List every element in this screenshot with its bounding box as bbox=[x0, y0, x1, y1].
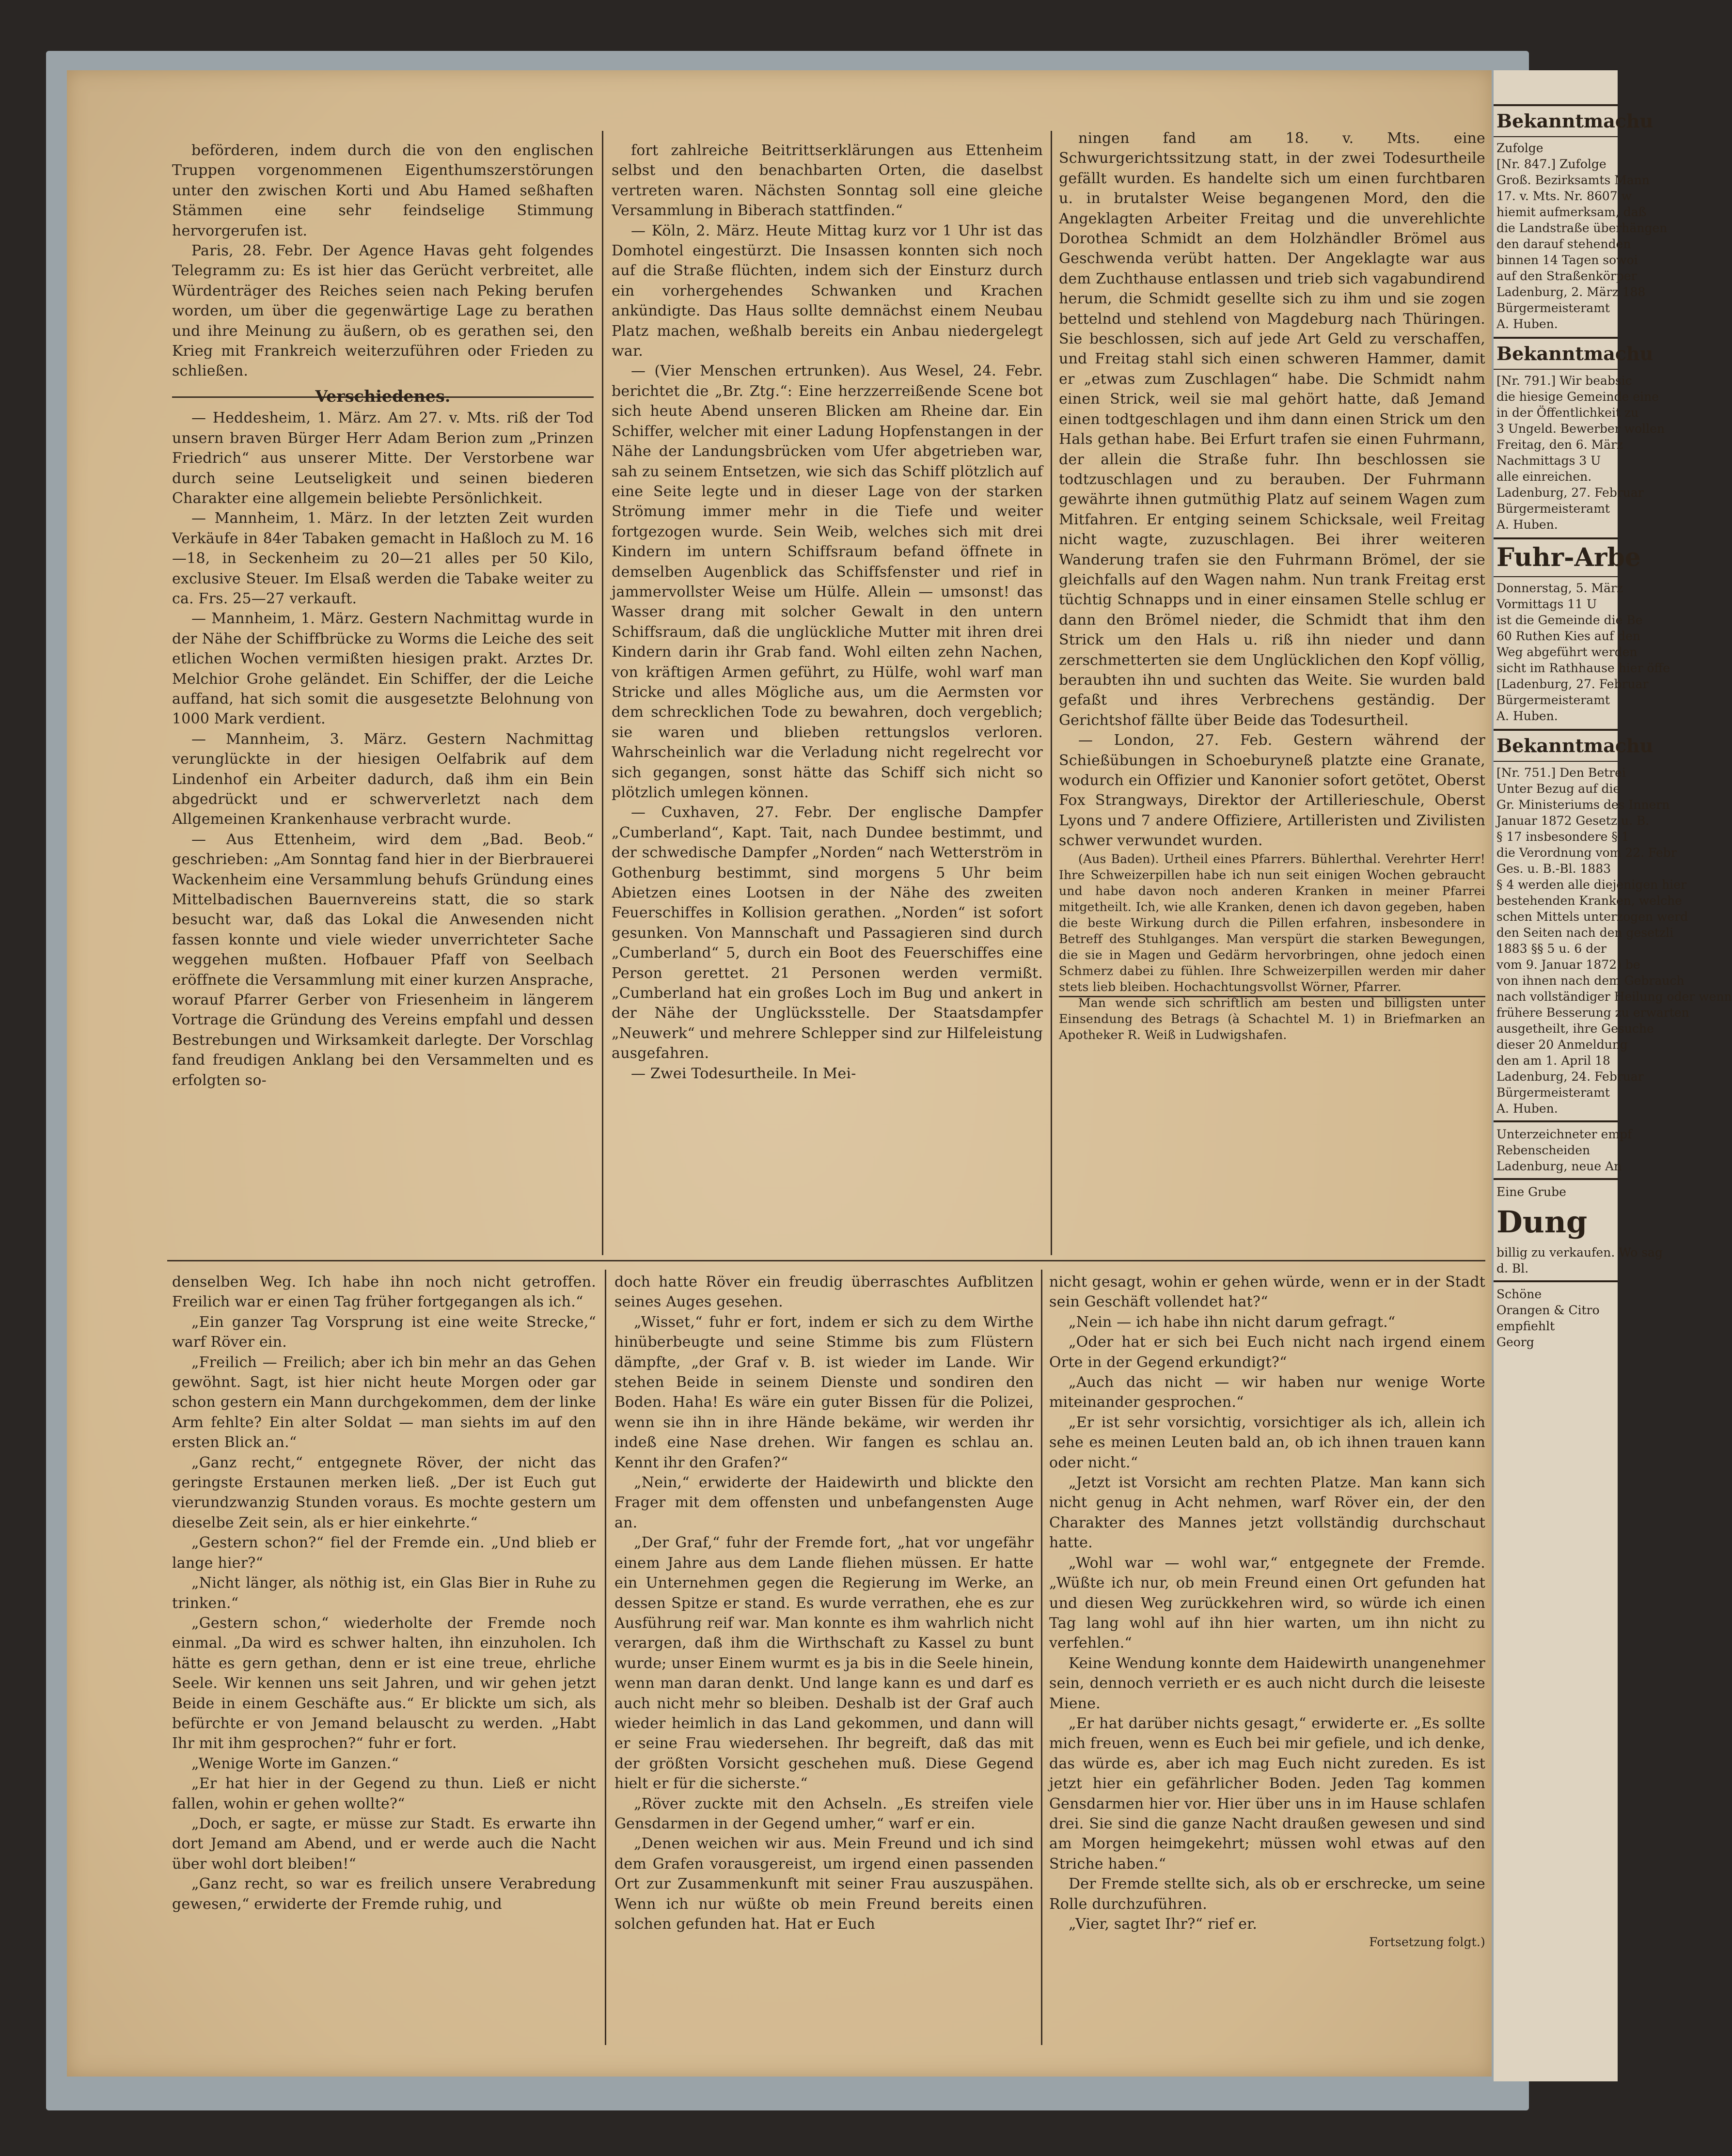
article-paragraph: „Der Graf,“ fuhr der Fremde fort, „hat vor ungefähr einem Jahre aus dem Lande fliehen müssen. Er hatte ein Unternehmen gegen die Regierung im Werke, an dessen Spitze er stand. Es wurde verrathen, ehe es zur Ausführung reif war. Man konnte es ihm wahrlich nicht verargen, daß ihm die Wirthschaft zu Kassel zu bunt wurde; unser Einem wurmt es ja bis in die Seele hinein, wenn man daran denkt. Und lange kann es und darf es auch nicht mehr so bleiben. Deshalb ist der Graf auch wieder heimlich in das Land gekommen, und dann will er seine Frau wiedersehen. Ihr begreift, daß das mit der größten Vorsicht geschehen muß. Diese Gegend hielt er für die sicherste.“ bbox=[614, 1534, 1034, 1793]
ad-line: Weg abgeführt werden bbox=[1496, 645, 1638, 659]
ad-line: Donnerstag, 5. März bbox=[1496, 581, 1623, 595]
article-paragraph: „Ein ganzer Tag Vorsprung ist eine weite Strecke,“ warf Röver ein. bbox=[172, 1313, 596, 1351]
ad-line: die hiesige Gemeinde eine bbox=[1496, 390, 1659, 404]
article-paragraph: „Vier, sagtet Ihr?“ rief er. bbox=[1069, 1916, 1258, 1933]
article-paragraph: „Wenige Worte im Ganzen.“ bbox=[191, 1755, 399, 1772]
article-paragraph: — London, 27. Feb. Gestern während der Schießübungen in Schoeburyneß platzte eine Granate, wodurch ein Offizier und Kanonier sofort getötet, Oberst Fox Strangways, Direktor der Artillerieschule, Oberst Lyons und 7 andere Offiziere, Artilleristen und Zivilisten schwer verwundet wurden. bbox=[1059, 732, 1485, 850]
article-paragraph: „Jetzt ist Vorsicht am rechten Platze. Man kann sich nicht genug in Acht nehmen, warf Röver ein, der den Charakter des Mannes jetzt vollständig durchschaut hatte. bbox=[1049, 1474, 1485, 1552]
page-divider bbox=[167, 1260, 1485, 1261]
article-paragraph: — Köln, 2. März. Heute Mittag kurz vor 1 Uhr ist das Domhotel eingestürzt. Die Insassen konnten sich noch auf die Straße flüchten, indem sich der Einsturz durch ein vorhergehendes Schwanken und Krachen ankündigte. Das Haus sollte demnächst einem Neubau Platz machen, weßhalb bereits ein Anbau niedergelegt war. bbox=[612, 222, 1043, 360]
column-rule-3 bbox=[605, 1270, 606, 2045]
ad-line: vom 9. Januar 1872) be bbox=[1496, 958, 1640, 972]
ad-line: den darauf stehenden bbox=[1496, 237, 1631, 251]
column-rule-4 bbox=[1041, 1270, 1042, 2045]
ad-line: den Seiten nach den gesetzli bbox=[1496, 926, 1674, 940]
article-paragraph: „Ganz recht, so war es freilich unsere Verabredung gewesen,“ erwiderte der Fremde ruhig, und bbox=[172, 1875, 596, 1913]
ad-line: die Landstraße überhängen bbox=[1496, 221, 1668, 235]
article-paragraph: „Gestern schon,“ wiederholte der Fremde noch einmal. „Da wird es schwer halten, ihn einzuholen. Ich hätte es gern gethan, denn er ist eine treue, ehrliche Seele. Wir kennen uns seit Jahren, und wir gehen jetzt Beide in einem Geschäfte aus.“ Er blickte um sich, als befürchte er von Jemand belauscht zu werden. „Habt Ihr mit ihm gesprochen?“ fuhr er fort. bbox=[172, 1614, 596, 1752]
ad-line: empfiehlt bbox=[1496, 1319, 1555, 1333]
article-paragraph: — Mannheim, 1. März. In der letzten Zeit wurden Verkäufe in 84er Tabaken gemacht in Haßloch zu M. 16—18, in Seckenheim zu 20—21 alles per 50 Kilo, exclusive Steuer. Im Elsaß werden die Tabake weiter zu ca. Frs. 25—27 verkauft. bbox=[172, 510, 594, 607]
ad-line: [Nr. 791.] Wir beabsic bbox=[1496, 374, 1632, 388]
article-paragraph: — Heddesheim, 1. März. Am 27. v. Mts. riß der Tod unsern braven Bürger Herr Adam Berion zum „Prinzen Friedrich“ aus unserer Mitte. Der Verstorbene war durch seine Leutseligkeit und seinen biederen Charakter eine allgemein beliebte Persönlichkeit. bbox=[172, 409, 594, 507]
ad-line: Freitag, den 6. März bbox=[1496, 438, 1623, 452]
ad-line: Zufolge bbox=[1496, 141, 1543, 155]
ad-line: nach vollständiger Heilung oder wenn bbox=[1496, 990, 1732, 1004]
ad-line: Ladenburg, 27. Februar bbox=[1496, 486, 1644, 500]
ad-line: § 17 insbesondere § 1 bbox=[1496, 830, 1629, 844]
article-paragraph: Der Fremde stellte sich, als ob er erschrecke, um seine Rolle durchzuführen. bbox=[1049, 1875, 1485, 1913]
ad-line: [Ladenburg, 27. Februar bbox=[1496, 677, 1649, 691]
ad-line: die Verordnung vom 22. Febr bbox=[1496, 846, 1677, 860]
ad-line: Georg bbox=[1496, 1335, 1534, 1349]
ad-line: Unterzeichneter empf bbox=[1496, 1127, 1632, 1141]
advertisement-text: Man wende sich schriftlich am besten und billigsten unter Einsendung des Betrags (à Schachtel M. 1) in Briefmarken an Apotheker R. Weiß in Ludwigshafen. bbox=[1059, 995, 1485, 1042]
article-paragraph: denselben Weg. Ich habe ihn noch nicht getroffen. Freilich war er einen Tag früher fortgegangen als ich.“ bbox=[172, 1274, 596, 1311]
article-paragraph: — Aus Ettenheim, wird dem „Bad. Beob.“ geschrieben: „Am Sonntag fand hier in der Bierbrauerei Wackenheim eine Versammlung behufs Gründung eines Mittelbadischen Bauernvereins statt, die so stark besucht war, daß das Lokal die Anwesenden nicht fassen konnte und viele wieder unverrichteter Sache weggehen mußten. Hofbauer Pfaff von Seelbach eröffnete die Versammlung mit einer kurzen Ansprache, worauf Pfarrer Gerber von Friesenheim in längerem Vortrage die Gründung des Vereins empfahl und dessen Bestrebungen und Wirksamkeit darlegte. Der Vorschlag fand freudigen Anklang bei den Versammelten und es erfolgten so- bbox=[172, 831, 594, 1089]
column-6 bbox=[1049, 1272, 1485, 2043]
ad-title: Bekanntmachu bbox=[1494, 729, 1618, 762]
ad-line: [Nr. 751.] Den Betrei bbox=[1496, 766, 1626, 780]
column-3 bbox=[1059, 128, 1485, 1255]
advertisement-text: (Aus Baden). Urtheil eines Pfarrers. Bühlerthal. Verehrter Herr! Ihre Schweizerpillen habe ich nun seit einigen Wochen gebraucht und habe davon noch anderen Kranken in meiner Pfarrei mitgetheilt. Ich, wie alle Kranken, denen ich davon gegeben, haben die beste Wirkung durch die Pillen erfahren, insbesondere in Betreff des Stuhlganges. Man verspürt die starken Bewegungen, die sie in Magen und Gedärm hervorbringen, ohne jedoch einen Schmerz dabei zu fühlen. Ihre Schweizerpillen werden mir daher stets lieb bleiben. Hochachtungsvollst Wörner, Pfarrer. bbox=[1059, 851, 1485, 994]
ad-line: bestehenden Kranken, welche bbox=[1496, 894, 1682, 908]
column-rule-1 bbox=[602, 131, 603, 1255]
ad-line: Gr. Ministeriums des Innern bbox=[1496, 798, 1670, 812]
ad-line: d. Bl. bbox=[1496, 1261, 1529, 1275]
ad-body bbox=[1494, 373, 1665, 533]
ad-line: ist die Gemeinde die Be bbox=[1496, 613, 1643, 627]
ad-line: Bürgermeisteramt bbox=[1496, 301, 1610, 315]
ad-line: Orangen & Citro bbox=[1496, 1303, 1600, 1317]
article-paragraph: „Freilich — Freilich; aber ich bin mehr an das Gehen gewöhnt. Sagt, ist hier nicht heute Morgen oder gar schon gestern ein Mann durchgekommen, dem der linke Arm fehlte? Ein alter Soldat — man siehts im auf den ersten Blick an.“ bbox=[172, 1353, 596, 1451]
ad-line: Ladenburg, 24. Februar bbox=[1496, 1070, 1644, 1084]
article-paragraph: ningen fand am 18. v. Mts. eine Schwurgerichtssitzung statt, in der zwei Todesurtheile gefällt wurden. Es handelte sich um einen furchtbaren u. in brutalster Weise begangenen Mord, den die Angeklagten Arbeiter Freitag und die unverehlichte Dorothea Schmidt an dem Holzhändler Brömel aus Geschwenda verübt hatten. Der Angeklagte war aus dem Zuchthause entlassen und trieb sich vagabundirend herum, die Schmidt gesellte sich zu ihm und sie zogen bettelnd und stehlend von Magdeburg nach Thüringen. Sie beschlossen, sich auf jede Art Geld zu verschaffen, und Freitag stahl sich einen schweren Hammer, damit er „etwas zum Zuschlagen“ habe. Die Schmidt nahm einen Strick, weil sie mal gehört hatte, daß Jemand einen todtgeschlagen und ihm dann einen Strick um den Hals gethan habe. Bei Erfurt trafen sie einen Fuhrmann, der allein die Straße fuhr. Ihn beschlossen sie todtzuschlagen und zu berauben. Der Fuhrmann gewährte ihnen gutmüthig Platz auf seinem Wagen zum Mitfahren. Er entging seinem Schicksale, weil Freitag nicht wagte, zuzuschlagen. Bei ihrer weiteren Wanderung trafen sie den Fuhrmann Brömel, der sie gleichfalls auf den Wagen nahm. Nun trank Freitag erst tüchtig Schnapps und in einer einsamen Stelle schlug er dann den Brömel nieder, die Schmidt that ihm den Strick um den Hals u. riß ihn nieder und dann zerschmetterten sie dem Unglücklichen den Kopf völlig, beraubten ihn und suchten das Weite. Sie wurden bald gefaßt und ihres Verbrechens geständig. Der Gerichtshof fällte über Beide das Todesurtheil. bbox=[1059, 130, 1485, 729]
article-paragraph: „Auch das nicht — wir haben nur wenige Worte miteinander gesprochen.“ bbox=[1049, 1374, 1485, 1411]
adjacent-page-ads bbox=[1494, 70, 1732, 2081]
column-1 bbox=[172, 141, 594, 1255]
article-paragraph: „Oder hat er sich bei Euch nicht nach irgend einem Orte in der Gegend erkundigt?“ bbox=[1049, 1334, 1485, 1371]
article-paragraph: Keine Wendung konnte dem Haidewirth unangenehmer sein, dennoch verrieth er es auch nicht durch die leiseste Miene. bbox=[1049, 1654, 1485, 1712]
article-paragraph: „Nein,“ erwiderte der Haidewirth und blickte den Frager mit dem offensten und unbefangensten Auge an. bbox=[614, 1474, 1034, 1531]
ad-line: alle einreichen. bbox=[1496, 470, 1592, 484]
article-paragraph: „Ganz recht,“ entgegnete Röver, der nicht das geringste Erstaunen merken ließ. „Der ist Euch gut vierundzwanzig Stunden voraus. Es mochte gestern um dieselbe Zeit sein, als er hier einkehrte.“ bbox=[172, 1454, 596, 1531]
article-paragraph: „Gestern schon?“ fiel der Fremde ein. „Und blieb er lange hier?“ bbox=[172, 1534, 596, 1572]
ad-body bbox=[1494, 1244, 1663, 1276]
ad-body bbox=[1494, 1184, 1618, 1200]
section-heading: Verschiedenes. bbox=[315, 386, 451, 406]
ad-line: den am 1. April 18 bbox=[1496, 1054, 1610, 1068]
ad-line: Unter Bezug auf die bbox=[1496, 782, 1621, 796]
article-paragraph: — Mannheim, 1. März. Gestern Nachmittag wurde in der Nähe der Schiffbrücke zu Worms die Leiche des seit etlichen Wochen vermißten hiesigen prakt. Arztes Dr. Melchior Grohe geländet. Ein Schiffer, der die Leiche auffand, hat sich somit die ausgesetzte Belohnung von 1000 Mark verdient. bbox=[172, 610, 594, 728]
article-paragraph: „Doch, er sagte, er müsse zur Stadt. Es erwarte ihn dort Jemand am Abend, und er werde auch die Nacht über wohl dort bleiben!“ bbox=[172, 1815, 596, 1873]
article-paragraph: fort zahlreiche Beitrittserklärungen aus Ettenheim selbst und den benachbarten Orten, die daselbst vertreten waren. Nächsten Sonntag soll eine gleiche Versammlung in Biberach stattfinden.“ bbox=[612, 142, 1043, 220]
ad-line: Bürgermeisteramt bbox=[1496, 693, 1610, 707]
ad-line: schen Mittels unterzogen werd bbox=[1496, 910, 1688, 924]
ad-body bbox=[1494, 1286, 1618, 1350]
article-paragraph: — Cuxhaven, 27. Febr. Der englische Dampfer „Cumberland“, Kapt. Tait, nach Dundee bestimmt, und der schwedische Dampfer „Norden“ nach Wetterström in Gothenburg bestimmt, sind morgens 5 Uhr beim Abietzen eines Lootsen in der Nähe des zweiten Feuerschiffes in Kollision gerathen. „Norden“ ist sofort gesunken. Von Mannschaft und Passagieren sind durch „Cumberland“ 5, durch ein Boot des Feuerschiffes eine Person gerettet. 21 Personen werden vermißt. „Cumberland hat ein großes Loch im Bug und ankert in der Nähe der Unglücksstelle. Der Staatsdampfer „Neuwerk“ und mehrere Schlepper sind zur Hilfeleistung ausgefahren. bbox=[612, 804, 1043, 1062]
ad-line: frühere Besserung zu erwarten bbox=[1496, 1006, 1689, 1020]
article-paragraph: „Er hat hier in der Gegend zu thun. Ließ er nicht fallen, wohin er gehen wollte?“ bbox=[172, 1775, 596, 1812]
article-paragraph: „Nein — ich habe ihn nicht darum gefragt.“ bbox=[1069, 1313, 1396, 1331]
column-2 bbox=[612, 141, 1043, 1255]
ad-body bbox=[1494, 1126, 1632, 1174]
article-paragraph: „Nicht länger, als nöthig ist, ein Glas Bier in Ruhe zu trinken.“ bbox=[172, 1574, 596, 1612]
ad-line: ausgetheilt, ihre Gesuche bbox=[1496, 1022, 1654, 1036]
ad-line: Ladenburg, neue An bbox=[1496, 1159, 1622, 1173]
ad-body bbox=[1494, 140, 1668, 332]
ad-body bbox=[1494, 580, 1670, 724]
article-paragraph: — (Vier Menschen ertrunken). Aus Wesel, 24. Febr. berichtet die „Br. Ztg.“: Eine herzzerreißende Scene bot sich heute Abend unseren Blicken am Rheine dar. Ein Schiffer, welcher mit einer Ladung Hopfenstangen in der Nähe der Landungsbrücken vom Ufer abgetrieben war, sah zu seinem Entsetzen, wie sich das Schiff plötzlich auf eine Seite legte und in dieser Lage von der starken Strömung immer mehr in die Tiefe und weiter fortgezogen wurde. Sein Weib, welches sich mit drei Kindern im untern Schiffsraum befand öffnete in demselben Augenblick das Schiffsfenster und rief in jammervollster Weise um Hülfe. Allein — umsonst! das Wasser drang mit solcher Gewalt in den untern Schiffsraum, daß die unglückliche Mutter mit ihren drei Kindern darin ihr Grab fand. Wohl eilten zehn Nachen, von kräftigen Armen geführt, zu Hülfe, wohl warf man Stricke und alles Mögliche aus, um die Aermsten vor dem schrecklichen Tode zu bewahren, doch vergeblich; sie waren und blieben rettungslos verloren. Wahrscheinlich war die Verladung nicht regelrecht vor sich gegangen, sonst hätte das Schiff sich nicht so plötzlich umlegen können. bbox=[612, 362, 1043, 801]
ad-line: A. Huben. bbox=[1496, 518, 1558, 532]
ad-line: 1883 §§ 5 u. 6 der bbox=[1496, 942, 1606, 956]
ad-line: billig zu verkaufen. Wo sag bbox=[1496, 1245, 1663, 1259]
ad-line: Eine Grube bbox=[1496, 1185, 1566, 1199]
ad-title: Bekanntmachu bbox=[1494, 337, 1618, 370]
ad-line: dieser 20 Anmeldung bbox=[1496, 1038, 1628, 1052]
ad-line: Groß. Bezirksamts Mann bbox=[1496, 173, 1650, 187]
article-paragraph: „Wisset,“ fuhr er fort, indem er sich zu dem Wirthe hinüberbeugte und seine Stimme bis zum Flüstern dämpfte, „der Graf v. B. ist wieder im Lande. Wir stehen Beide in seinem Dienste und sondiren den Boden. Haha! Es wäre ein guter Bissen für die Polizei, wenn sie ihn in ihre Hände bekäme, wir werden ihr indeß eine Nase drehen. Wir fangen es schlau an. Kennt ihr den Grafen?“ bbox=[614, 1313, 1034, 1471]
ad-line: Vormittags 11 U bbox=[1496, 597, 1597, 611]
ad-body bbox=[1494, 765, 1732, 1117]
article-paragraph: beförderen, indem durch die von den englischen Truppen vorgenommenen Eigenthumszerstörungen unter den zwischen Korti und Abu Hamed seßhaften Stämmen eine sehr feindselige Stimmung hervorgerufen ist. bbox=[172, 142, 594, 239]
ad-line: Ges. u. B.-Bl. 1883 bbox=[1496, 862, 1611, 876]
ad-line: [Nr. 847.] Zufolge bbox=[1496, 157, 1606, 171]
ad-line: in der Öffentlichkeit zu bbox=[1496, 406, 1639, 420]
ad-line: 17. v. Mts. Nr. 8607 w bbox=[1496, 189, 1632, 203]
ad-title: Bekanntmachu bbox=[1494, 104, 1618, 137]
ad-line: Bürgermeisteramt bbox=[1496, 1086, 1610, 1100]
ad-line: von ihnen nach dem Gebrauch bbox=[1496, 974, 1685, 988]
ad-line: 60 Ruthen Kies auf den bbox=[1496, 629, 1641, 643]
article-paragraph: — Mannheim, 3. März. Gestern Nachmittag verunglückte in der hiesigen Oelfabrik auf dem Lindenhof ein Arbeiter dadurch, daß ihm ein Bein abgedrückt und er schwerverletzt nach dem Allgemeinen Krankenhause verbracht wurde. bbox=[172, 730, 594, 828]
column-rule-2 bbox=[1051, 131, 1052, 1255]
column-5 bbox=[614, 1272, 1034, 2043]
ad-line: A. Huben. bbox=[1496, 709, 1558, 723]
article-paragraph: „Er hat darüber nichts gesagt,“ erwiderte er. „Es sollte mich freuen, wenn es Euch bei mir gefiele, und ich denke, das würde es, aber ich mag Euch nicht zureden. Es ist jetzt hier ein gefährlicher Boden. Jeden Tag kommen Gensdarmen hier vor. Hier über uns in im Hause schlafen drei. Sie sind die ganze Nacht draußen gewesen und sind am Morgen heimgekehrt; müssen wohl etwas auf den Striche haben.“ bbox=[1049, 1715, 1485, 1873]
article-paragraph: doch hatte Röver ein freudig überraschtes Aufblitzen seines Auges gesehen. bbox=[614, 1274, 1034, 1311]
ad-line: Nachmittags 3 U bbox=[1496, 454, 1601, 468]
ad-line: Bürgermeisteramt bbox=[1496, 502, 1610, 516]
article-paragraph: nicht gesagt, wohin er gehen würde, wenn er in der Stadt sein Geschäft vollendet hat?“ bbox=[1049, 1274, 1485, 1311]
article-paragraph: — Zwei Todesurtheile. In Mei- bbox=[631, 1065, 856, 1082]
ad-line: Rebenscheiden bbox=[1496, 1143, 1590, 1157]
ad-line: sicht im Rathhause hier öffe bbox=[1496, 661, 1670, 675]
ad-line: Schöne bbox=[1496, 1287, 1542, 1301]
article-paragraph: Paris, 28. Febr. Der Agence Havas geht folgendes Telegramm zu: Es ist hier das Gerücht verbreitet, alle Würdenträger des Reiches seien nach Peking berufen worden, um über die gegenwärtige Lage zu berathen und ihre Meinung zu äußern, ob es gerathen sei, den Krieg mit Frankreich weiterzuführen oder Frieden zu schließen. bbox=[172, 242, 594, 380]
column-4 bbox=[172, 1272, 596, 2043]
article-paragraph: „Er ist sehr vorsichtig, vorsichtiger als ich, allein ich sehe es meinen Leuten bald an, ob ich ihnen trauen kann oder nicht.“ bbox=[1049, 1414, 1485, 1471]
ad-line: Ladenburg, 2. März 188 bbox=[1496, 285, 1646, 299]
article-paragraph: „Wohl war — wohl war,“ entgegnete der Fremde. „Wüßte ich nur, ob mein Freund einen Ort gefunden hat und diesen Weg zurückkehren wird, so würde ich einen Tag lang wohl auf ihn hier warten, um ihn nicht zu verfehlen.“ bbox=[1049, 1554, 1485, 1652]
ad-title: Fuhr-Arbe bbox=[1494, 537, 1618, 577]
ad-line: A. Huben. bbox=[1496, 317, 1558, 331]
ad-line: A. Huben. bbox=[1496, 1102, 1558, 1116]
ad-line: auf den Straßenkörper bbox=[1496, 269, 1637, 283]
ad-line: § 4 werden alle diejenigen hier bbox=[1496, 878, 1687, 892]
continuation-note: Fortsetzung folgt.) bbox=[1369, 1935, 1485, 1950]
article-paragraph: „Denen weichen wir aus. Mein Freund und ich sind dem Grafen vorausgereist, um irgend einen passenden Ort zur Zusammenkunft mit seiner Frau auszuspähen. Wenn ich nur wüßte ob mein Freund bereits einen solchen gefunden hat. Hat er Euch bbox=[614, 1835, 1034, 1933]
ad-line: Januar 1872 Gesetz u. B. bbox=[1496, 814, 1650, 828]
ad-line: hiemit aufmerksam, daß bbox=[1496, 205, 1647, 219]
ad-line: 3 Ungeld. Bewerber wollen bbox=[1496, 422, 1665, 436]
ad-headline: Dung bbox=[1496, 1204, 1588, 1240]
ad-line: binnen 14 Tagen sowoi bbox=[1496, 253, 1638, 267]
article-paragraph: „Röver zuckte mit den Achseln. „Es streifen viele Gensdarmen in der Gegend umher,“ warf er ein. bbox=[614, 1795, 1034, 1832]
